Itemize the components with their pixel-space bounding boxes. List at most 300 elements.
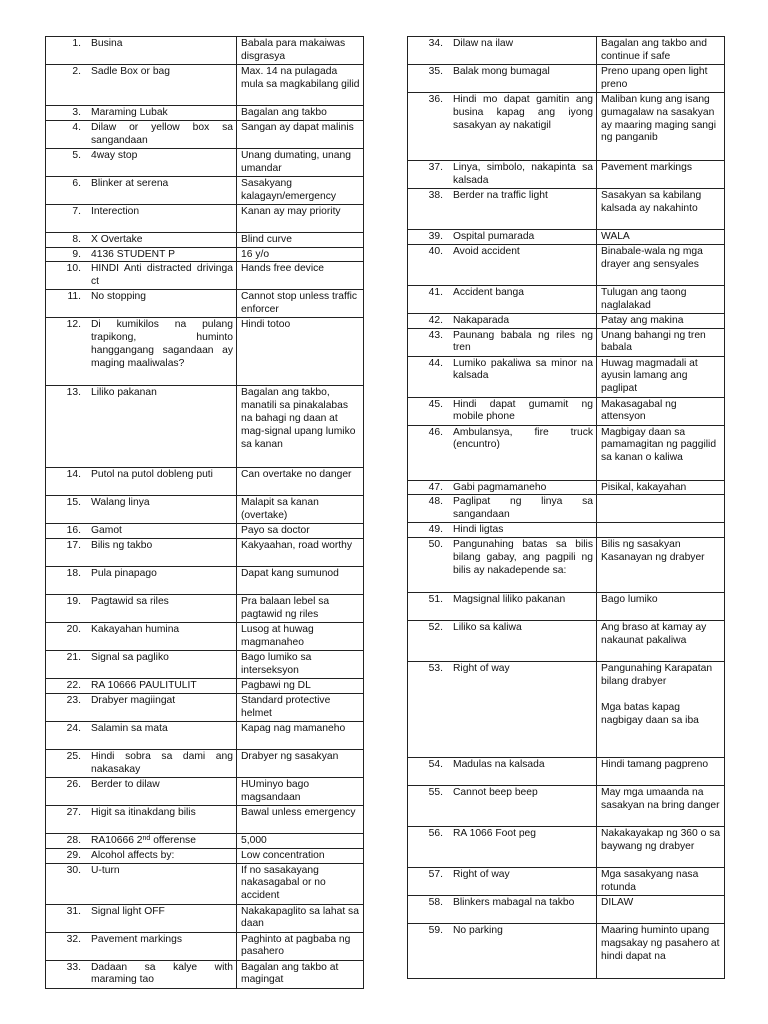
table-row <box>46 960 364 988</box>
term-cell <box>408 397 597 425</box>
table-row <box>408 37 725 65</box>
answer-cell <box>597 827 725 868</box>
item-number: 39. <box>428 231 443 242</box>
term-cell-content <box>50 695 233 708</box>
item-number: 17. <box>66 540 81 552</box>
answer-cell <box>597 161 725 189</box>
answer-cell <box>237 721 364 749</box>
term-cell <box>408 924 597 979</box>
term-cell <box>408 230 597 245</box>
term-cell <box>46 777 237 805</box>
answer-cell <box>597 924 725 979</box>
item-answer: Pisikal, kakayahan <box>601 481 687 493</box>
item-number: 20. <box>66 624 81 636</box>
item-term: Balak mong bumagal <box>453 66 550 77</box>
answer-cell <box>237 623 364 651</box>
item-answer: Sasakyan sa kabilang kalsada ay nakahinto <box>601 190 702 214</box>
item-answer: Dapat kang sumunod <box>241 568 339 580</box>
table-row <box>46 247 364 262</box>
answer-cell <box>237 679 364 694</box>
item-number: 11. <box>67 291 81 303</box>
term-cell <box>408 65 597 93</box>
answer-cell <box>237 777 364 805</box>
item-answer: Lusog at huwag magmanaheo <box>241 624 314 648</box>
term-cell <box>408 538 597 593</box>
item-term: Gabi pagmamaneho <box>453 481 547 493</box>
table-row <box>46 496 364 524</box>
table-row <box>46 932 364 960</box>
item-answer: Bago lumiko sa interseksyon <box>241 652 312 676</box>
answer-cell <box>597 230 725 245</box>
answer-cell <box>597 868 725 896</box>
item-number: 9. <box>72 248 81 260</box>
term-cell-content <box>412 287 593 300</box>
item-term: Hindi mo dapat gamitin ang busina kapag ang iyong sasakyan ay nakatigil <box>453 94 593 131</box>
term-cell-content <box>50 206 233 219</box>
table-row <box>408 244 725 285</box>
item-number: 31. <box>66 905 81 917</box>
table-row <box>408 758 725 786</box>
item-number: 7. <box>72 205 81 217</box>
term-cell-content <box>50 779 233 792</box>
item-answer: Pavement markings <box>601 162 692 173</box>
item-number: 59. <box>428 925 443 937</box>
answer-cell <box>237 524 364 539</box>
answer-cell <box>597 786 725 827</box>
table-row <box>408 621 725 662</box>
item-number: 5. <box>72 149 81 161</box>
term-cell <box>46 904 237 932</box>
table-row <box>408 328 725 356</box>
item-term-suffix: offerense <box>150 834 196 846</box>
term-cell <box>408 758 597 786</box>
answer-cell <box>597 93 725 161</box>
item-term: Signal light OFF <box>91 905 165 917</box>
term-cell <box>46 232 237 247</box>
item-answer: Bilis ng sasakyan Kasanayan ng drabyer <box>601 539 705 563</box>
term-cell <box>46 247 237 262</box>
item-number: 12. <box>66 319 81 331</box>
term-cell <box>46 539 237 567</box>
item-number: 36. <box>428 94 443 105</box>
item-number: 47. <box>428 481 443 493</box>
table-row <box>408 662 725 758</box>
item-term: Dilaw na ilaw <box>453 38 514 49</box>
item-answer: Low concentration <box>241 849 325 861</box>
item-term: Salamin sa mata <box>91 722 168 734</box>
item-number: 54. <box>428 759 443 771</box>
item-answer: Sangan ay dapat malinis <box>241 121 354 133</box>
item-number: 32. <box>66 933 81 945</box>
term-cell-content <box>412 358 593 384</box>
term-cell-content <box>412 897 593 910</box>
table-row <box>46 863 364 904</box>
term-cell-content <box>412 315 593 328</box>
term-cell-content <box>50 962 233 988</box>
term-cell-content <box>50 680 233 693</box>
item-term: Accident banga <box>453 286 524 298</box>
item-term: Interection <box>91 205 140 217</box>
item-number: 42. <box>428 314 443 326</box>
item-term: HINDI Anti distracted drivinga ct <box>91 263 233 288</box>
item-term-superscript: nd <box>142 834 151 842</box>
answer-cell <box>597 65 725 93</box>
table-row <box>46 805 364 833</box>
item-number: 38. <box>428 190 443 201</box>
item-number: 34. <box>428 38 443 49</box>
item-number: 10. <box>66 263 81 275</box>
item-number: 2. <box>72 66 81 77</box>
table-row <box>46 290 364 318</box>
table-row <box>46 204 364 232</box>
table-row <box>46 777 364 805</box>
table-row <box>46 833 364 848</box>
table-row <box>46 567 364 595</box>
table-row <box>408 523 725 538</box>
term-cell-content <box>50 568 233 581</box>
term-cell <box>46 863 237 904</box>
item-number: 57. <box>428 869 443 881</box>
item-term: Right of way <box>453 869 510 881</box>
answer-cell <box>597 425 725 480</box>
item-answer: Hands free device <box>241 263 324 275</box>
answer-cell <box>237 262 364 290</box>
term-cell <box>408 244 597 285</box>
item-number: 4. <box>72 121 81 133</box>
term-cell-content <box>50 525 233 538</box>
item-term: Putol na putol dobleng puti <box>91 469 213 481</box>
item-number: 35. <box>428 66 443 77</box>
table-row <box>408 480 725 495</box>
item-number: 41. <box>428 286 443 298</box>
item-number: 44. <box>428 357 443 369</box>
term-cell <box>408 827 597 868</box>
term-cell <box>408 189 597 230</box>
answer-cell <box>237 539 364 567</box>
answer-cell <box>237 148 364 176</box>
term-cell-content <box>50 249 233 262</box>
term-cell <box>46 262 237 290</box>
item-number: 26. <box>66 778 81 790</box>
table-row <box>46 232 364 247</box>
answer-cell <box>597 538 725 593</box>
term-cell-content <box>412 162 593 188</box>
item-number: 58. <box>428 897 443 909</box>
item-answer: Max. 14 na pulagada mula sa magkabilang gilid <box>241 66 360 90</box>
item-term: Paunang babala ng riles ng tren <box>453 329 593 354</box>
item-answer: Babala para makaiwas disgrasya <box>241 38 346 62</box>
answer-cell <box>237 595 364 623</box>
table-row <box>46 749 364 777</box>
item-number: 49. <box>428 524 443 536</box>
item-number: 18. <box>66 568 81 580</box>
item-answer: Pra balaan lebel sa pagtawid ng riles <box>241 596 330 620</box>
item-term: Di kumikilos na pulang trapikong, huminto hanggangang sagandaan ay maging maaliwalas? <box>91 319 233 369</box>
table-row <box>46 651 364 679</box>
term-cell-content <box>50 497 233 510</box>
term-cell <box>408 523 597 538</box>
item-number: 14. <box>66 469 81 481</box>
item-answer: Mga sasakyang nasa rotunda <box>601 869 699 893</box>
item-term: Liliko sa kaliwa <box>453 622 522 634</box>
item-answer: Payo sa doctor <box>241 525 310 537</box>
answer-cell <box>237 496 364 524</box>
term-cell <box>46 749 237 777</box>
item-answer: Hindi tamang pagpreno <box>601 759 709 771</box>
item-answer: Sasakyang kalagayn/emergency <box>241 177 337 202</box>
term-cell <box>46 848 237 863</box>
item-answer: 5,000 <box>241 834 267 846</box>
item-number: 22. <box>66 680 81 692</box>
table-row <box>408 397 725 425</box>
item-term: Paglipat ng linya sa sangandaan <box>453 496 593 521</box>
table-row <box>46 65 364 106</box>
item-number: 51. <box>428 594 443 606</box>
term-cell-content <box>50 150 233 163</box>
table-row <box>46 176 364 204</box>
answer-cell <box>237 176 364 204</box>
item-term: Gamot <box>91 525 122 537</box>
item-term: Busina <box>91 38 123 49</box>
term-cell-content <box>50 178 233 191</box>
term-cell <box>46 290 237 318</box>
answer-cell <box>597 328 725 356</box>
term-cell <box>408 328 597 356</box>
table-row <box>408 924 725 979</box>
item-term: Hindi sobra sa dami ang nakasakay <box>91 750 233 775</box>
answer-cell <box>597 662 725 758</box>
item-answer: Patay ang makina <box>601 314 684 326</box>
item-number: 46. <box>428 426 443 438</box>
answer-cell <box>237 932 364 960</box>
term-cell-content <box>412 925 593 938</box>
term-cell <box>46 148 237 176</box>
answer-cell <box>597 896 725 924</box>
answer-cell <box>237 833 364 848</box>
item-term: Nakaparada <box>453 314 510 326</box>
item-number: 6. <box>72 177 81 189</box>
term-cell-content <box>50 850 233 863</box>
answer-cell <box>597 356 725 397</box>
item-term: Ospital pumarada <box>453 231 535 242</box>
item-number: 52. <box>428 622 443 634</box>
item-number: 43. <box>428 329 443 341</box>
table-row <box>408 285 725 313</box>
item-answer: Nakakayakap ng 360 o sa baywang ng drabyer <box>601 828 721 852</box>
term-cell <box>408 621 597 662</box>
term-cell <box>408 161 597 189</box>
term-cell <box>46 833 237 848</box>
item-term: Magsignal liliko pakanan <box>453 594 566 606</box>
item-term: Hindi dapat gumamit ng mobile phone <box>453 398 593 423</box>
item-number: 21. <box>66 652 81 664</box>
answer-cell <box>237 651 364 679</box>
answer-cell <box>237 693 364 721</box>
term-cell <box>46 623 237 651</box>
answer-cell <box>597 37 725 65</box>
table-row <box>46 120 364 148</box>
term-cell-content <box>50 540 233 553</box>
item-term: Hindi ligtas <box>453 524 504 536</box>
item-number: 30. <box>66 864 81 876</box>
item-term: Pangunahing batas sa bilis bilang gabay, ang pagpili ng bilis ay nakadepende sa: <box>453 539 593 576</box>
item-answer: Blind curve <box>241 233 292 245</box>
item-answer: Magbigay daan sa pamamagitan ng paggilid sa kanan o kaliwa <box>601 426 717 464</box>
term-cell-content <box>412 828 593 841</box>
term-cell <box>408 313 597 328</box>
term-cell <box>46 496 237 524</box>
item-term: Madulas na kalsada <box>453 759 545 771</box>
term-cell <box>408 285 597 313</box>
term-cell-content <box>50 723 233 736</box>
term-cell <box>46 65 237 106</box>
term-cell-content <box>412 622 593 635</box>
item-answer: Can overtake no danger <box>241 469 352 481</box>
item-term: Sadle Box or bag <box>91 66 170 77</box>
item-term: RA 1066 Foot peg <box>453 828 537 840</box>
term-cell <box>408 37 597 65</box>
item-term: Higit sa itinakdang bilis <box>91 806 196 818</box>
item-answer: Malapit sa kanan (overtake) <box>241 497 319 522</box>
item-term: Drabyer magiingat <box>91 694 176 706</box>
item-term: RA 10666 PAULITULIT <box>91 680 197 692</box>
answer-cell <box>237 65 364 106</box>
table-row <box>408 495 725 523</box>
table-row <box>46 623 364 651</box>
item-term: Dilaw or yellow box sa sangandaan <box>91 121 233 146</box>
term-cell <box>46 721 237 749</box>
item-term: No parking <box>453 925 503 937</box>
item-number: 40. <box>428 245 443 257</box>
answer-cell <box>597 285 725 313</box>
item-answer: HUminyo bago magsandaan <box>241 778 310 803</box>
term-cell-content <box>50 596 233 609</box>
term-cell-content <box>50 387 233 400</box>
table-row <box>408 313 725 328</box>
answer-cell <box>237 805 364 833</box>
term-cell-content <box>412 246 593 259</box>
item-term: Pavement markings <box>91 933 182 945</box>
item-answer: Bago lumiko <box>601 594 658 606</box>
item-answer: Preno upang open light preno <box>601 66 708 90</box>
item-number: 3. <box>72 107 81 118</box>
term-cell-content <box>50 291 233 304</box>
table-row <box>46 848 364 863</box>
table-row <box>46 679 364 694</box>
term-cell-content <box>412 190 593 203</box>
term-cell-content <box>412 496 593 522</box>
term-cell <box>408 495 597 523</box>
term-cell-content <box>50 807 233 820</box>
table-row <box>408 65 725 93</box>
item-answer-secondary: Mga batas kapag nagbigay daan sa iba <box>601 701 699 726</box>
term-cell-content <box>50 751 233 777</box>
item-number: 56. <box>428 828 443 840</box>
item-number: 33. <box>66 961 81 973</box>
item-answer: May mga umaanda na sasakyan na bring danger <box>601 787 720 811</box>
term-cell <box>408 93 597 161</box>
item-term: No stopping <box>91 291 146 303</box>
table-row <box>408 93 725 161</box>
item-term: Avoid accident <box>453 245 520 257</box>
term-cell <box>46 805 237 833</box>
answer-cell <box>237 120 364 148</box>
answer-cell <box>597 189 725 230</box>
term-cell <box>46 204 237 232</box>
table-row <box>46 148 364 176</box>
answer-cell <box>237 863 364 904</box>
item-term: 4way stop <box>91 149 138 161</box>
term-cell <box>46 106 237 121</box>
table-row <box>46 262 364 290</box>
item-answer: Kanan ay may priority <box>241 205 341 217</box>
item-number: 28. <box>66 834 81 846</box>
item-answer: Makasagabal ng attensyon <box>601 398 677 423</box>
term-cell-content <box>412 759 593 772</box>
table-row <box>46 539 364 567</box>
item-answer: Nakakapaglito sa lahat sa daan <box>241 905 359 930</box>
answer-cell <box>597 480 725 495</box>
term-cell <box>46 524 237 539</box>
left-table-body <box>46 37 364 989</box>
table-row <box>46 595 364 623</box>
term-cell-content <box>50 122 233 148</box>
item-number: 16. <box>66 525 81 537</box>
item-term: Pagtawid sa riles <box>91 596 169 608</box>
table-row <box>46 386 364 468</box>
item-answer: Cannot stop unless traffic enforcer <box>241 291 358 316</box>
answer-cell <box>597 758 725 786</box>
term-cell-content <box>50 934 233 947</box>
item-answer: Pangunahing Karapatan bilang drabyer <box>601 663 713 687</box>
item-term: Blinkers mabagal na takbo <box>453 897 575 909</box>
answer-cell <box>237 247 364 262</box>
term-cell-content <box>50 319 233 370</box>
term-cell-content <box>412 663 593 676</box>
term-cell-content <box>50 66 233 79</box>
term-cell-content <box>412 38 593 51</box>
item-answer: Ang braso at kamay ay nakaunat pakaliwa <box>601 622 707 646</box>
answer-cell <box>237 904 364 932</box>
term-cell-content <box>412 94 593 132</box>
item-answer: DILAW <box>601 897 634 909</box>
term-cell-content <box>412 787 593 800</box>
item-number: 45. <box>428 398 443 410</box>
item-answer: Bagalan ang takbo at magingat <box>241 961 339 986</box>
term-cell-content <box>412 399 593 425</box>
item-answer: Bagalan ang takbo <box>241 107 327 118</box>
answer-cell <box>237 468 364 496</box>
item-answer: Bawal unless emergency <box>241 806 356 818</box>
answer-cell <box>237 318 364 386</box>
item-answer: If no sasakayang nakasagabal or no accident <box>241 864 326 902</box>
answer-cell <box>237 106 364 121</box>
table-row <box>408 189 725 230</box>
item-term: Kakayahan humina <box>91 624 180 636</box>
item-number: 55. <box>428 787 443 799</box>
term-cell-content <box>50 652 233 665</box>
item-answer: Hindi totoo <box>241 319 291 331</box>
answer-cell <box>597 244 725 285</box>
answer-cell <box>237 290 364 318</box>
item-number: 23. <box>66 694 81 706</box>
item-term: Lumiko pakaliwa sa minor na kalsada <box>453 357 593 382</box>
item-answer: Drabyer ng sasakyan <box>241 750 339 762</box>
answer-cell <box>237 37 364 65</box>
item-number: 19. <box>66 596 81 608</box>
table-row <box>46 468 364 496</box>
term-cell <box>408 593 597 621</box>
